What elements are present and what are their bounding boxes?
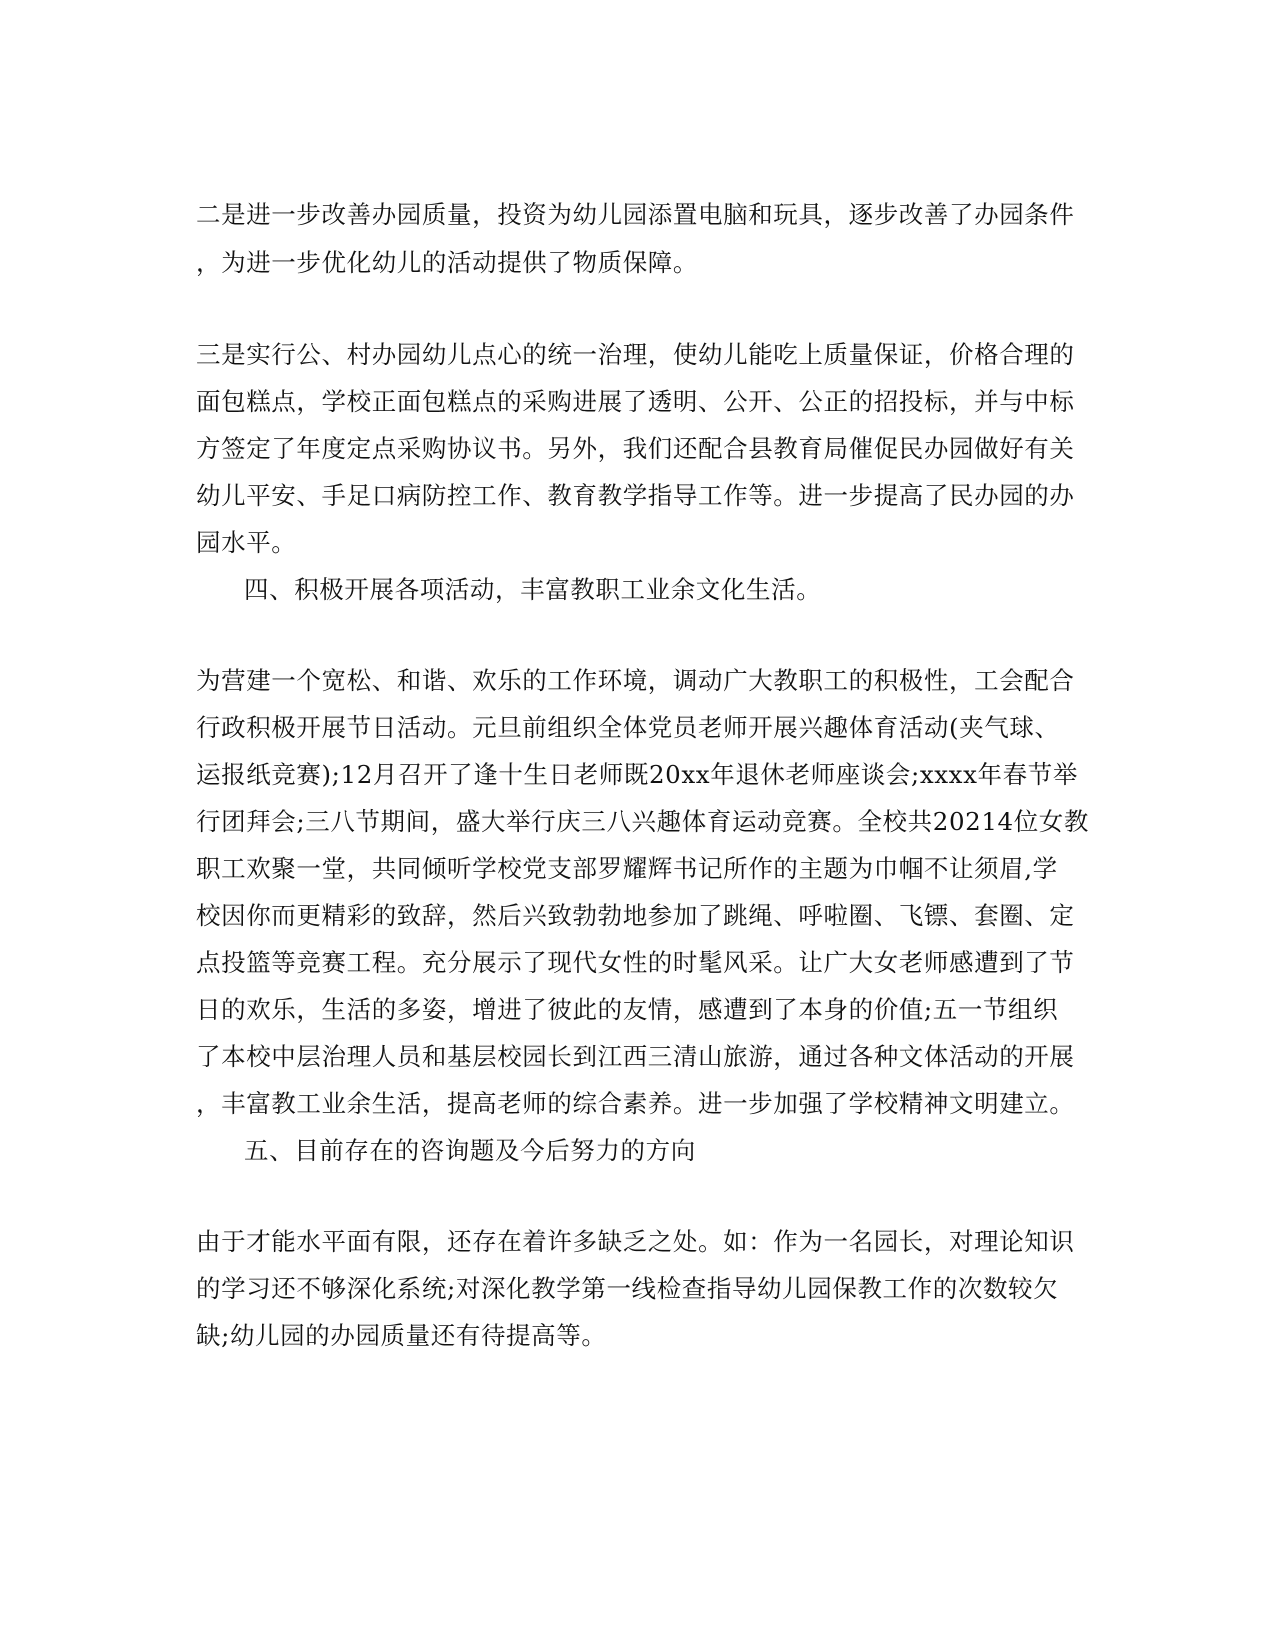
paragraph-line: 了本校中层治理人员和基层校园长到江西三清山旅游，通过各种文体活动的开展 [196,1042,1075,1071]
paragraph-line: 面包糕点，学校正面包糕点的采购进展了透明、公开、公正的招投标，并与中标 [196,387,1075,416]
paragraph-line: 为营建一个宽松、和谐、欢乐的工作环境，调动广大教职工的积极性，工会配合 [196,666,1075,695]
paragraph-line: 职工欢聚一堂，共同倾听学校党支部罗耀辉书记所作的主题为巾帼不让须眉,学 [196,854,1058,883]
paragraph-line: 二是进一步改善办园质量，投资为幼儿园添置电脑和玩具，逐步改善了办园条件 [196,200,1075,229]
paragraph-line: 的学习还不够深化系统;对深化教学第一线检查指导幼儿园保教工作的次数较欠 [196,1274,1059,1303]
section-heading: 四、积极开展各项活动，丰富教职工业余文化生活。 [244,575,822,604]
paragraph-line: 行团拜会;三八节期间，盛大举行庆三八兴趣体育运动竞赛。全校共20214位女教 [196,807,1089,836]
paragraph-line: 方签定了年度定点采购协议书。另外，我们还配合县教育局催促民办园做好有关 [196,434,1075,463]
section-heading: 五、目前存在的咨询题及今后努力的方向 [244,1136,696,1165]
paragraph-line: 缺;幼儿园的办园质量还有待提高等。 [196,1321,607,1350]
paragraph-line: 校因你而更精彩的致辞，然后兴致勃勃地参加了跳绳、呼啦圈、飞镖、套圈、定 [196,901,1075,930]
paragraph-line: ，为进一步优化幼儿的活动提供了物质保障。 [196,248,698,277]
paragraph-line: 点投篮等竞赛工程。充分展示了现代女性的时髦风采。让广大女老师感遭到了节 [196,948,1075,977]
paragraph-line: 日的欢乐，生活的多姿，增进了彼此的友情，感遭到了本身的价值;五一节组织 [196,995,1059,1024]
paragraph-line: ，丰富教工业余生活，提高老师的综合素养。进一步加强了学校精神文明建立。 [196,1089,1075,1118]
paragraph-line: 园水平。 [196,528,297,557]
paragraph-line: 幼儿平安、手足口病防控工作、教育教学指导工作等。进一步提高了民办园的办 [196,481,1075,510]
paragraph-line: 运报纸竞赛);12月召开了逢十生日老师既20xx年退休老师座谈会;xxxx年春节举 [196,760,1078,789]
paragraph-line: 行政积极开展节日活动。元旦前组织全体党员老师开展兴趣体育活动(夹气球、 [196,713,1060,742]
paragraph-line: 由于才能水平面有限，还存在着许多缺乏之处。如：作为一名园长，对理论知识 [196,1227,1075,1256]
paragraph-line: 三是实行公、村办园幼儿点心的统一治理，使幼儿能吃上质量保证，价格合理的 [196,340,1075,369]
